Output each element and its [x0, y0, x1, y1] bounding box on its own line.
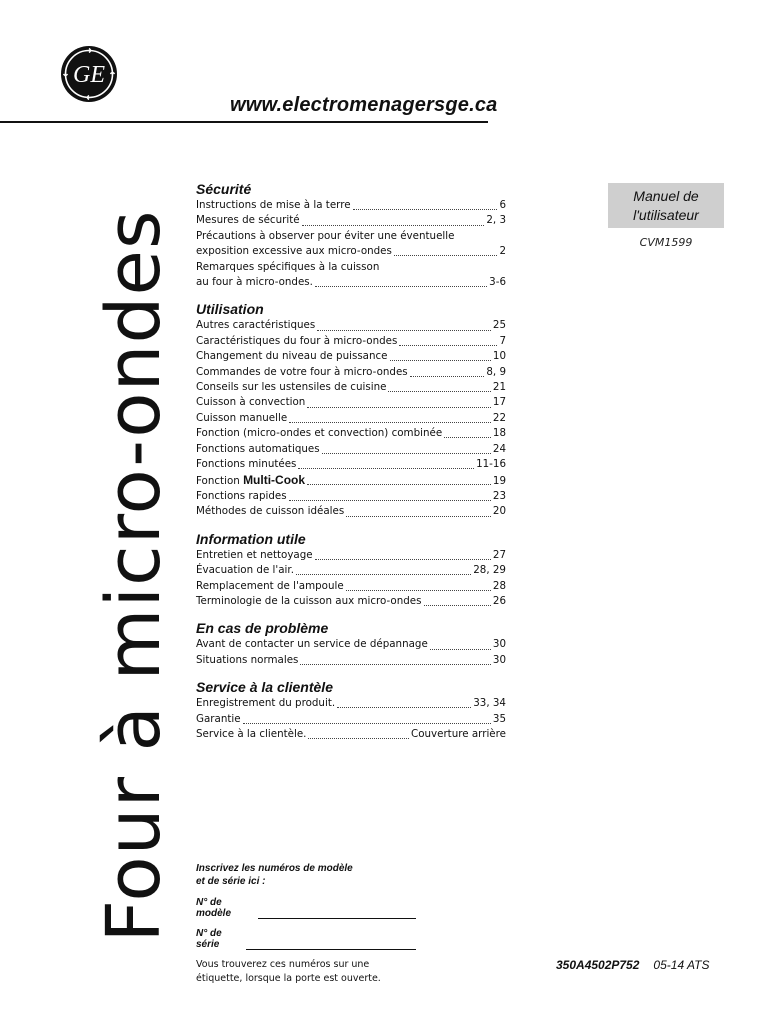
toc-item-label: Évacuation de l'air.	[196, 564, 294, 577]
toc-item-label: Caractéristiques du four à micro-ondes	[196, 334, 398, 347]
toc-item[interactable]	[196, 579, 506, 594]
toc-item[interactable]	[196, 365, 506, 380]
toc-item-label: Commandes de votre four à micro-ondes	[196, 365, 408, 378]
leader-dots	[390, 360, 491, 361]
model-number-label: N° de modèle	[196, 897, 232, 919]
toc-item-page: 17	[492, 396, 506, 409]
record-title-line2: et de série ici :	[196, 876, 266, 887]
product-title: Four à micro-ondes	[91, 209, 177, 943]
toc-item-label: Terminologie de la cuisson aux micro-ondes	[196, 594, 422, 607]
toc-item[interactable]	[196, 395, 506, 410]
leader-dots	[307, 484, 491, 485]
ge-logo-text: GE	[73, 62, 105, 88]
toc-item-label: Fonctions minutées	[196, 458, 297, 471]
toc-item[interactable]	[196, 229, 506, 260]
toc-item-page: 2, 3	[486, 214, 506, 227]
toc-item-label: Méthodes de cuisson idéales	[196, 505, 345, 518]
toc-item-label: Enregistrement du produit.	[196, 697, 336, 710]
toc-item-page: 10	[492, 350, 506, 363]
toc-item-page: 30	[492, 638, 506, 651]
part-number: 350A4502P752	[556, 958, 640, 972]
toc-item-label: Cuisson manuelle	[196, 411, 288, 424]
toc-item[interactable]	[196, 380, 506, 395]
leader-dots	[394, 255, 498, 256]
toc-item-label-prefix: Fonction	[196, 474, 240, 487]
toc-item[interactable]	[196, 712, 506, 727]
toc-item-label-line1: Remarques spécifiques à la cuisson	[196, 260, 380, 273]
leader-dots	[300, 664, 490, 665]
toc-item-label: Fonctions automatiques	[196, 442, 320, 455]
leader-dots	[424, 605, 491, 606]
toc-item-label	[196, 473, 305, 489]
toc-item-label: exposition excessive aux micro-ondes	[196, 245, 392, 258]
toc-item-page: 28	[492, 579, 506, 592]
toc-item-label: Cuisson à convection	[196, 396, 306, 409]
toc-item-page: 26	[492, 594, 506, 607]
toc-item-page: 28, 29	[473, 564, 506, 577]
header-rule	[0, 121, 488, 123]
section-information-utile	[196, 530, 506, 610]
leader-dots	[317, 330, 491, 331]
multi-cook-label: Multi-Cook	[243, 472, 306, 487]
toc-item-label: Remplacement de l'ampoule	[196, 579, 344, 592]
toc-item-page: 21	[492, 381, 506, 394]
toc-item-page: 2	[499, 245, 506, 258]
toc-item-label: Situations normales	[196, 653, 299, 666]
leader-dots	[315, 559, 491, 560]
section-en-cas-de-probleme	[196, 619, 506, 668]
toc-item-page: 7	[499, 334, 506, 347]
toc-item-page: 30	[492, 653, 506, 666]
leader-dots	[337, 707, 471, 708]
toc-item[interactable]	[196, 457, 506, 472]
toc-item[interactable]	[196, 548, 506, 563]
leader-dots	[388, 391, 490, 392]
toc-item-page: 11-16	[476, 458, 506, 471]
serial-number-line[interactable]	[246, 939, 416, 950]
toc-item[interactable]	[196, 318, 506, 333]
toc-item-page: 20	[492, 505, 506, 518]
leader-dots	[346, 590, 491, 591]
model-number-field[interactable]	[196, 897, 416, 919]
toc-item[interactable]	[196, 349, 506, 364]
toc-item-label: Changement du niveau de puissance	[196, 350, 388, 363]
toc-item-page: 8, 9	[486, 365, 506, 378]
manual-label-line2: l'utilisateur	[633, 206, 699, 223]
record-title-line1: Inscrivez les numéros de modèle	[196, 863, 353, 874]
toc-item-page: 24	[492, 442, 506, 455]
toc-item[interactable]	[196, 198, 506, 213]
leader-dots	[243, 723, 491, 724]
leader-dots	[315, 286, 487, 287]
model-number: CVM1599	[639, 236, 693, 249]
toc-item-page: 3-6	[489, 276, 506, 289]
section-title: Service à la clientèle	[196, 679, 333, 696]
serial-number-label: N° de série	[196, 928, 222, 950]
toc-item[interactable]	[196, 637, 506, 652]
leader-dots	[298, 468, 474, 469]
toc-item-label: Avant de contacter un service de dépannage	[196, 638, 428, 651]
website-url[interactable]: www.electromenagersge.ca	[230, 94, 498, 116]
leader-dots	[444, 437, 491, 438]
manual-label-box	[608, 183, 724, 228]
toc-item-label: Instructions de mise à la terre	[196, 199, 351, 211]
record-note-line1: Vous trouverez ces numéros sur une	[196, 959, 370, 970]
toc-item[interactable]	[196, 260, 506, 291]
toc-item-label: Fonctions rapides	[196, 489, 287, 502]
toc-item[interactable]	[196, 594, 506, 609]
section-title: Information utile	[196, 530, 306, 547]
leader-dots	[307, 407, 491, 408]
toc-item[interactable]	[196, 727, 506, 742]
toc-item-label: Service à la clientèle.	[196, 727, 307, 740]
leader-dots	[430, 649, 491, 650]
toc-item-label: Mesures de sécurité	[196, 214, 300, 227]
toc-item[interactable]	[196, 653, 506, 668]
toc-item-label: Autres caractéristiques	[196, 319, 316, 332]
leader-dots	[353, 209, 498, 210]
section-service-clientele	[196, 678, 506, 742]
toc-item[interactable]	[196, 696, 506, 711]
serial-number-field[interactable]	[196, 928, 416, 950]
toc-item-label: Conseils sur les ustensiles de cuisine	[196, 381, 387, 394]
ge-logo	[60, 45, 118, 103]
date-code: 05-14 ATS	[653, 958, 710, 972]
section-title: En cas de problème	[196, 620, 329, 637]
leader-dots	[399, 345, 497, 346]
toc-item[interactable]	[196, 442, 506, 457]
toc-item[interactable]	[196, 504, 506, 519]
toc-item-page: Couverture arrière	[411, 727, 506, 740]
toc-item-label: Entretien et nettoyage	[196, 548, 313, 561]
section-securite	[196, 180, 506, 290]
document-number	[556, 958, 709, 972]
leader-dots	[289, 500, 491, 501]
leader-dots	[302, 225, 485, 226]
table-of-contents	[196, 180, 506, 752]
record-note-line2: étiquette, lorsque la porte est ouverte.	[196, 973, 381, 984]
toc-item-page: 33, 34	[473, 697, 506, 710]
leader-dots	[308, 738, 409, 739]
toc-item-label-line1: Précautions à observer pour éviter une éventuelle	[196, 229, 455, 242]
manual-label-line1: Manuel de	[633, 187, 699, 204]
leader-dots	[410, 376, 485, 377]
toc-item[interactable]	[196, 563, 506, 578]
toc-item[interactable]	[196, 473, 506, 489]
toc-item-page: 25	[492, 319, 506, 332]
leader-dots	[322, 453, 491, 454]
leader-dots	[289, 422, 491, 423]
toc-item-page: 23	[492, 489, 506, 502]
section-title: Utilisation	[196, 301, 264, 318]
toc-item-page: 22	[492, 411, 506, 424]
model-number-line[interactable]	[258, 908, 416, 919]
toc-item[interactable]	[196, 426, 506, 441]
record-numbers-block	[196, 862, 416, 986]
leader-dots	[346, 516, 491, 517]
toc-item[interactable]	[196, 489, 506, 504]
section-title: Sécurité	[196, 181, 252, 197]
toc-item-label: Fonction (micro-ondes et convection) combinée	[196, 427, 443, 440]
toc-item-label: Garantie	[196, 712, 241, 725]
toc-item-page: 19	[492, 474, 506, 487]
leader-dots	[296, 574, 471, 575]
toc-item[interactable]	[196, 213, 506, 228]
toc-item-page: 27	[492, 548, 506, 561]
toc-item[interactable]	[196, 334, 506, 349]
toc-item-page: 35	[492, 712, 506, 725]
toc-item-page: 6	[499, 199, 506, 211]
section-utilisation	[196, 300, 506, 519]
toc-item[interactable]	[196, 411, 506, 426]
toc-item-page: 18	[492, 427, 506, 440]
record-note	[196, 958, 416, 986]
toc-item-label: au four à micro-ondes.	[196, 276, 313, 289]
